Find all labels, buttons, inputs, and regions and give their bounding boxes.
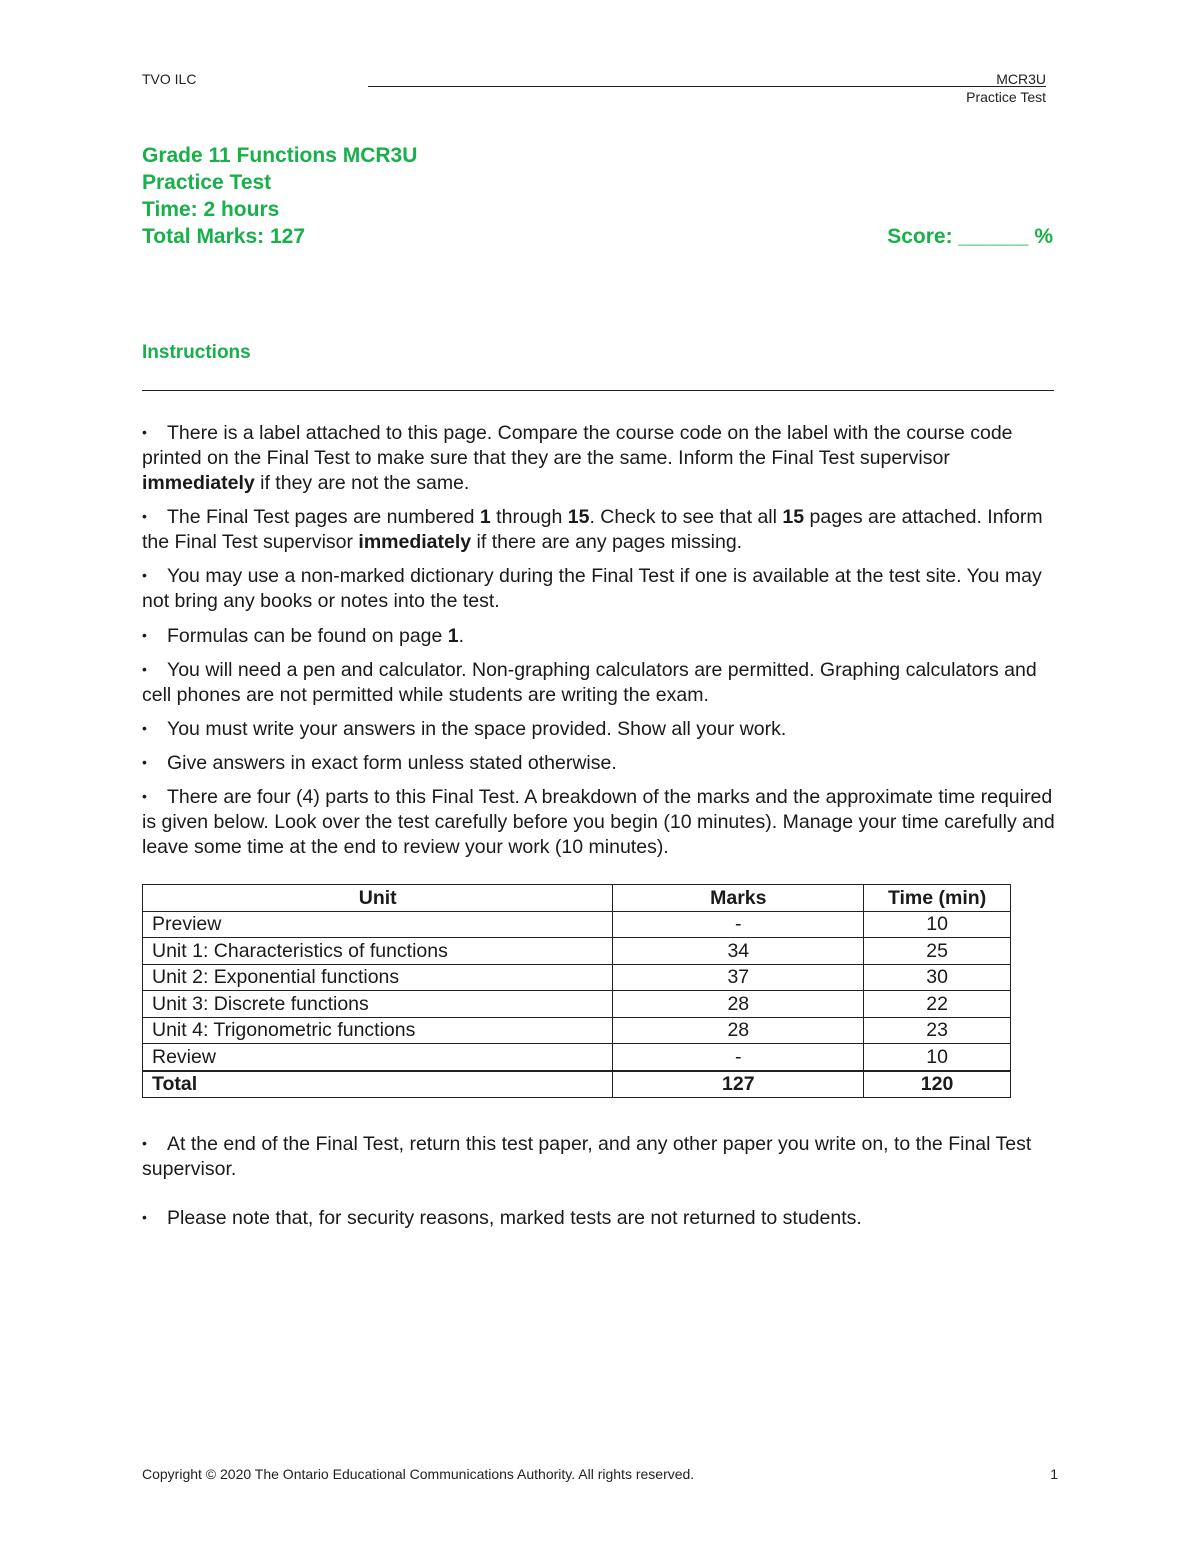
instruction-item: • There are four (4) parts to this Final Test. A breakdown of the marks and the approximate time required is given below. Look over the test carefully before you begin (10 minutes). Manage your time carefully and leave some time at the end to review your work (10 minutes). xyxy=(142,786,1055,858)
instructions-rule xyxy=(142,390,1054,391)
cell-marks: 28 xyxy=(613,1017,864,1044)
table-total-row xyxy=(143,1071,1011,1098)
cell-time: 23 xyxy=(864,1017,1011,1044)
table-row xyxy=(143,1017,1011,1044)
instruction-item: • You must write your answers in the space provided. Show all your work. xyxy=(142,718,787,740)
bullet-icon: • xyxy=(142,1135,147,1151)
cell-marks: 28 xyxy=(613,991,864,1018)
instruction-item: • Formulas can be found on page 1. xyxy=(142,625,465,647)
instructions-heading: Instructions xyxy=(142,342,251,363)
table-row xyxy=(143,991,1011,1018)
bullet-icon: • xyxy=(142,720,147,736)
col-header-time: Time (min) xyxy=(864,885,1011,912)
col-header-marks: Marks xyxy=(613,885,864,912)
cell-unit: Review xyxy=(143,1044,613,1071)
cell-unit: Unit 3: Discrete functions xyxy=(143,991,613,1018)
cell-unit: Unit 2: Exponential functions xyxy=(143,964,613,991)
instruction-item: • At the end of the Final Test, return this test paper, and any other paper you write on, to the Final Test supervisor. xyxy=(142,1133,1032,1180)
bullet-icon: • xyxy=(142,1209,147,1225)
instruction-item: • There is a label attached to this page. Compare the course code on the label with the course code printed on the Final Test to make sure that they are the same. Inform the Final Test supervisor immediately if they are not the same. xyxy=(142,422,1013,494)
bullet-icon: • xyxy=(142,424,147,440)
cell-time: 10 xyxy=(864,911,1011,938)
col-header-unit: Unit xyxy=(143,885,613,912)
cell-total-marks: 127 xyxy=(613,1071,864,1098)
bullet-icon: • xyxy=(142,661,147,677)
cell-time: 10 xyxy=(864,1044,1011,1071)
title-total-marks: Total Marks: 127 xyxy=(142,225,306,248)
cell-time: 25 xyxy=(864,938,1011,965)
instruction-item: • You will need a pen and calculator. Non-graphing calculators are permitted. Graphing calculators and cell phones are not permitted while students are writing the exam. xyxy=(142,659,1037,706)
title-test-type: Practice Test xyxy=(142,171,272,194)
footer-page-number: 1 xyxy=(1050,1466,1058,1482)
bullet-icon: • xyxy=(142,508,147,524)
bullet-icon: • xyxy=(142,788,147,804)
cell-unit: Preview xyxy=(143,911,613,938)
cell-unit: Unit 1: Characteristics of functions xyxy=(143,938,613,965)
table-header-row xyxy=(143,885,1011,912)
header-rule xyxy=(368,86,1046,87)
footer-copyright: Copyright © 2020 The Ontario Educational Communications Authority. All rights reserved. xyxy=(142,1466,695,1482)
cell-marks: 34 xyxy=(613,938,864,965)
instruction-item: • Give answers in exact form unless stated otherwise. xyxy=(142,752,617,774)
score-field: Score: ______ % xyxy=(887,225,1053,248)
header-org: TVO ILC xyxy=(142,71,197,87)
instruction-item: • Please note that, for security reasons, marked tests are not returned to students. xyxy=(142,1207,862,1229)
table-row xyxy=(143,1044,1011,1071)
cell-total-label: Total xyxy=(143,1071,613,1098)
cell-marks: - xyxy=(613,1044,864,1071)
table-row xyxy=(143,938,1011,965)
cell-marks: - xyxy=(613,911,864,938)
header-course-code: MCR3U xyxy=(996,71,1046,87)
cell-time: 22 xyxy=(864,991,1011,1018)
cell-unit: Unit 4: Trigonometric functions xyxy=(143,1017,613,1044)
title-time: Time: 2 hours xyxy=(142,198,280,221)
title-block xyxy=(142,142,417,250)
instruction-item: • The Final Test pages are numbered 1 through 15. Check to see that all 15 pages are attached. Inform the Final Test supervisor immediately if there are any pages missing. xyxy=(142,506,1043,553)
bullet-icon: • xyxy=(142,567,147,583)
cell-marks: 37 xyxy=(613,964,864,991)
bullet-icon: • xyxy=(142,627,147,643)
table-row xyxy=(143,911,1011,938)
title-course: Grade 11 Functions MCR3U xyxy=(142,144,418,167)
cell-total-time: 120 xyxy=(864,1071,1011,1098)
marks-time-table xyxy=(142,884,1011,1098)
cell-time: 30 xyxy=(864,964,1011,991)
instruction-item: • You may use a non-marked dictionary during the Final Test if one is available at the test site. You may not bring any books or notes into the test. xyxy=(142,565,1042,612)
header-doc-type: Practice Test xyxy=(966,89,1046,105)
table-row xyxy=(143,964,1011,991)
bullet-icon: • xyxy=(142,754,147,770)
